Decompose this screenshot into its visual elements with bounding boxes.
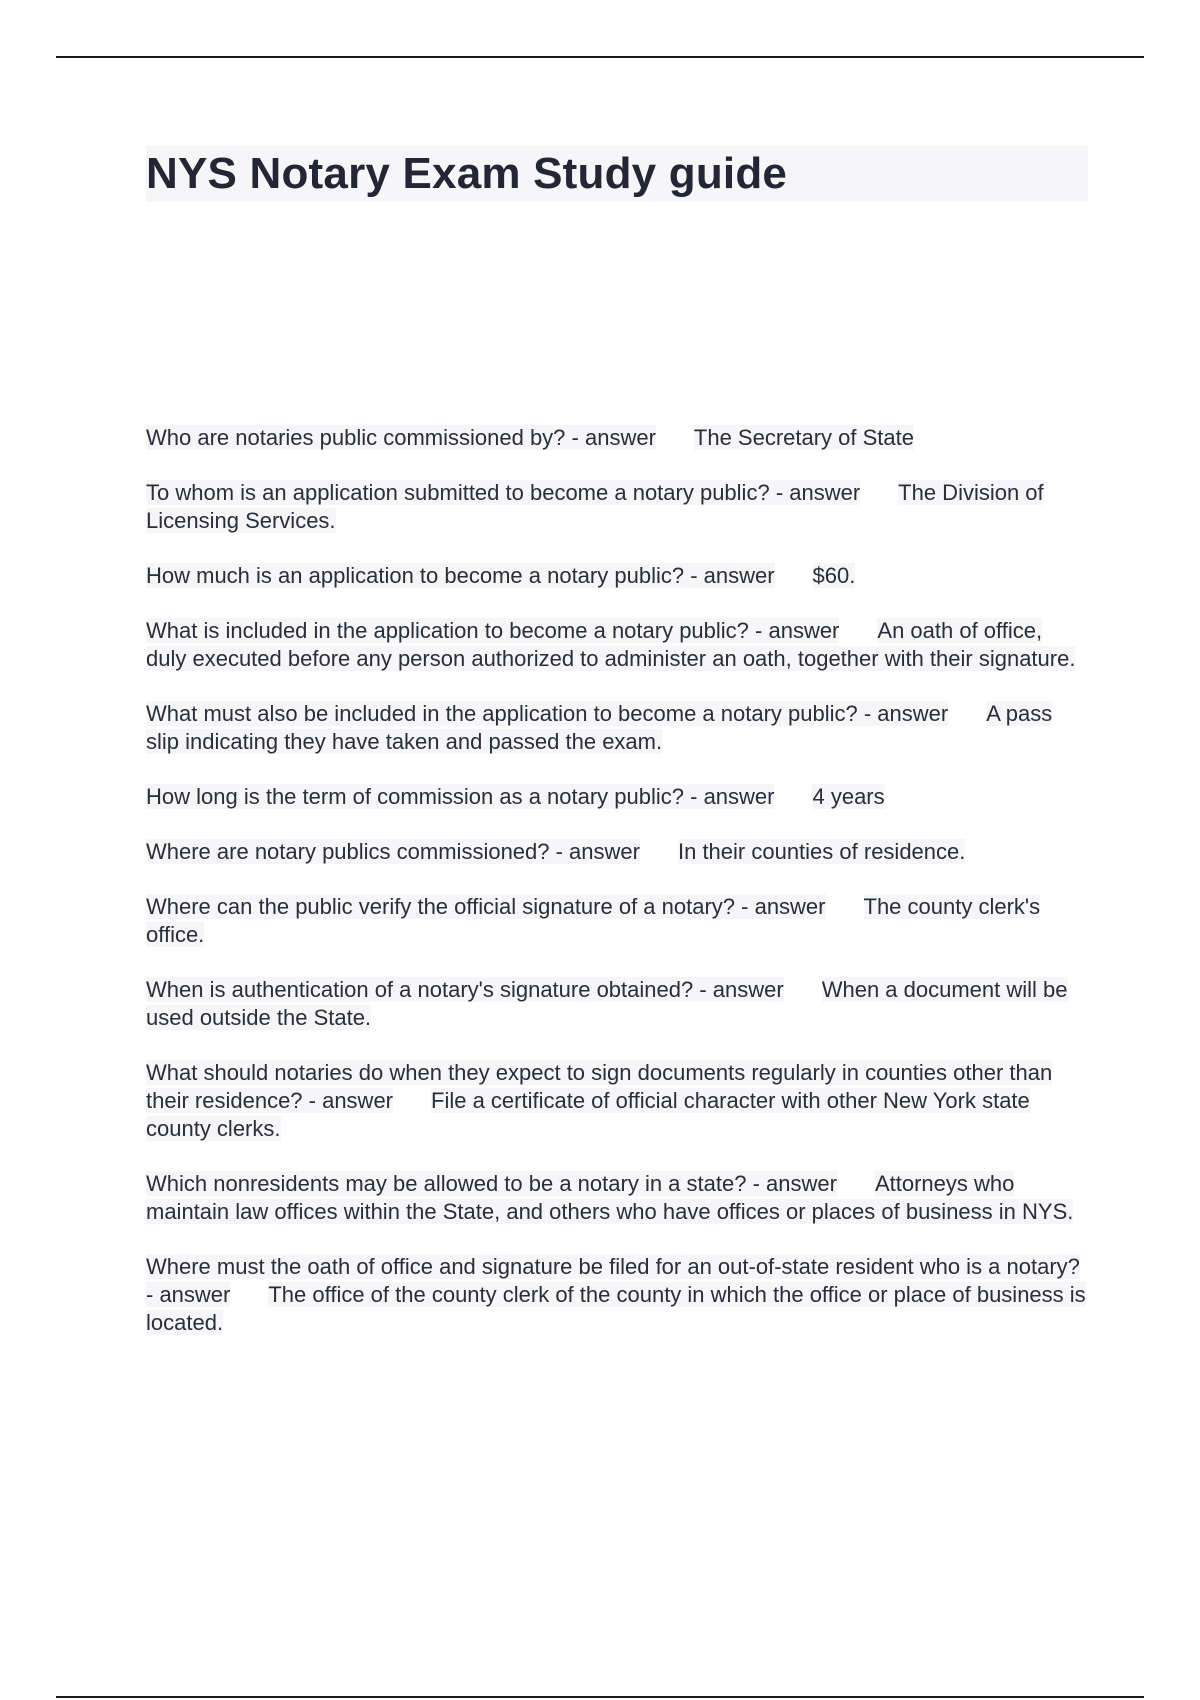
qa-item [146, 424, 1088, 452]
question: Where must the oath of office and signature be filed for an out-of-state resident who is a notary? - answer [146, 1254, 1080, 1307]
question: Where are notary publics commissioned? - answer [146, 839, 640, 864]
answer: A pass slip indicating they have taken and passed the exam. [146, 701, 1053, 754]
answer: The office of the county clerk of the county in which the office or place of business is located. [146, 1282, 1086, 1335]
qa-item [146, 893, 1088, 949]
top-rule [56, 56, 1144, 58]
answer: When a document will be used outside the State. [146, 977, 1068, 1030]
question: How long is the term of commission as a notary public? - answer [146, 784, 775, 809]
question: What should notaries do when they expect to sign documents regularly in counties other than their residence? - answer [146, 1060, 1053, 1113]
question: To whom is an application submitted to become a notary public? - answer [146, 480, 861, 505]
qa-item [146, 700, 1088, 756]
qa-list [146, 424, 1088, 1364]
answer: In their counties of residence. [677, 839, 966, 864]
qa-item [146, 617, 1088, 673]
answer: 4 years [812, 784, 885, 809]
question: What is included in the application to become a notary public? - answer [146, 618, 840, 643]
question: When is authentication of a notary's signature obtained? - answer [146, 977, 784, 1002]
answer: Attorneys who maintain law offices within the State, and others who have offices or places of business in NYS. [146, 1171, 1074, 1224]
question: Where can the public verify the official signature of a notary? - answer [146, 894, 826, 919]
qa-item [146, 838, 1088, 866]
qa-item [146, 783, 1088, 811]
qa-item [146, 1059, 1088, 1143]
qa-item [146, 1253, 1088, 1337]
answer: $60. [812, 563, 856, 588]
title-block [146, 146, 1088, 202]
answer: The county clerk's office. [146, 894, 1041, 947]
qa-item [146, 1170, 1088, 1226]
qa-item [146, 479, 1088, 535]
qa-item [146, 562, 1088, 590]
question: What must also be included in the application to become a notary public? - answer [146, 701, 949, 726]
qa-item [146, 976, 1088, 1032]
question: How much is an application to become a notary public? - answer [146, 563, 775, 588]
answer: The Division of Licensing Services. [146, 480, 1044, 533]
question: Which nonresidents may be allowed to be a notary in a state? - answer [146, 1171, 837, 1196]
question: Who are notaries public commissioned by? - answer [146, 425, 656, 450]
answer: An oath of office, duly executed before any person authorized to administer an oath, together with their signature. [146, 618, 1076, 671]
page-title: NYS Notary Exam Study guide [146, 149, 788, 198]
bottom-rule [56, 1696, 1144, 1698]
answer: The Secretary of State [693, 425, 914, 450]
answer: File a certificate of official character with other New York state county clerks. [146, 1088, 1030, 1141]
